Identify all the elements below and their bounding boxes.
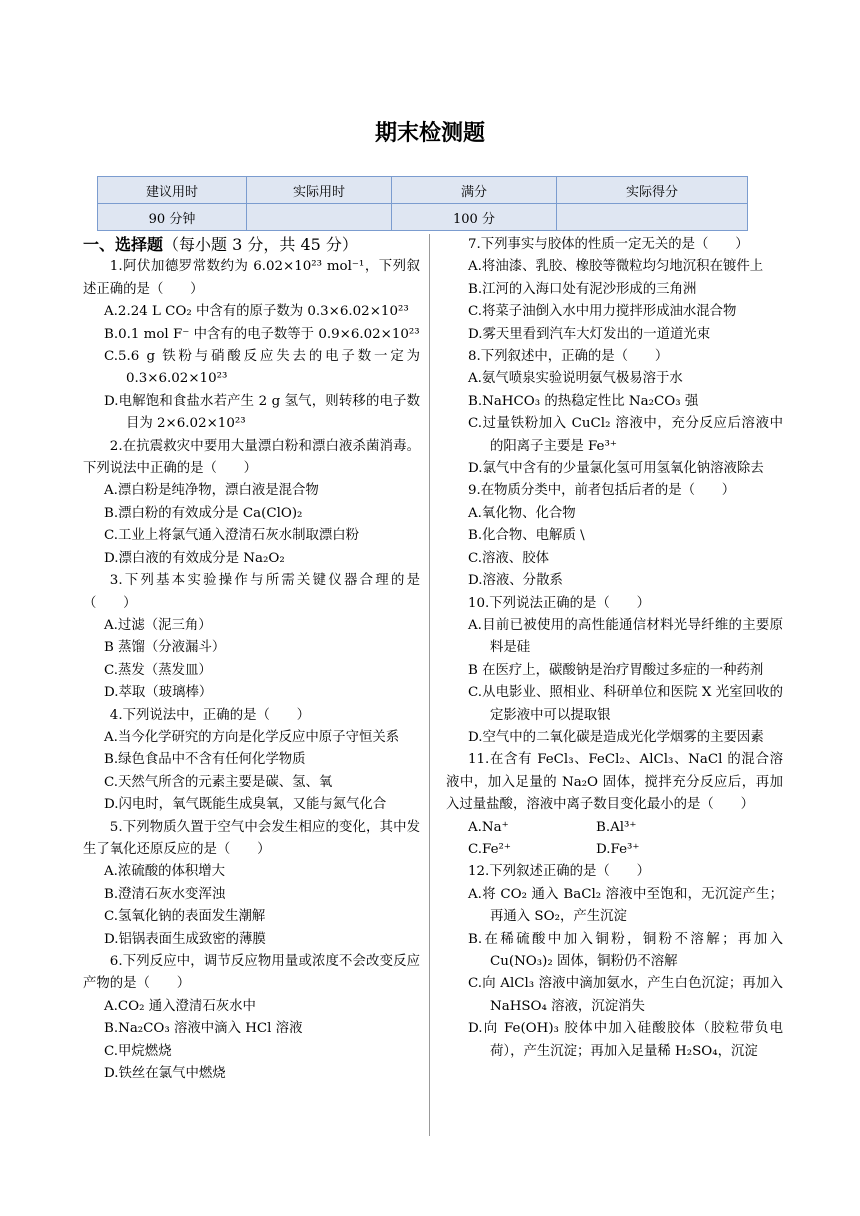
- answer-option: C.向 AlCl₃ 溶液中滴加氨水，产生白色沉淀；再加入 NaHSO₄ 溶液，沉淀消失: [468, 976, 783, 1014]
- table-header-row: [98, 177, 748, 204]
- question-stem: 3.下列基本实验操作与所需关键仪器合理的是（ ）: [83, 573, 420, 611]
- answer-option: D.铁丝在氯气中燃烧: [104, 1066, 226, 1082]
- page-title: 期末检测题: [374, 121, 485, 146]
- question-stem: 10.下列说法正确的是（ ）: [468, 595, 650, 611]
- option-pair: [446, 817, 783, 839]
- question-stem: 7.下列事实与胶体的性质一定无关的是（ ）: [468, 237, 749, 252]
- value-actual-time: [247, 204, 392, 231]
- answer-option: B.澄清石灰水变浑浊: [104, 886, 226, 902]
- answer-option: C.将菜子油倒入水中用力搅拌形成油水混合物: [468, 304, 737, 320]
- answer-option: A.浓硫酸的体积增大: [104, 864, 226, 880]
- header-suggested-time: 建议用时: [98, 177, 247, 204]
- answer-option: B 蒸馏（分液漏斗）: [104, 640, 226, 656]
- answer-option: A.将油漆、乳胶、橡胶等微粒均匀地沉积在镀件上: [468, 259, 764, 275]
- value-suggested-time: 90 分钟: [98, 204, 247, 231]
- answer-option: D.向 Fe(OH)₃ 胶体中加入硅酸胶体（胶粒带负电荷），产生沉淀；再加入足量稀 H₂SO₄，沉淀: [468, 1021, 783, 1059]
- answer-option: B.NaHCO₃ 的热稳定性比 Na₂CO₃ 强: [468, 393, 699, 409]
- answer-option: B.漂白粉的有效成分是 Ca(ClO)₂: [104, 505, 303, 521]
- answer-option: C.溶液、胶体: [468, 550, 549, 566]
- answer-option: C.过量铁粉加入 CuCl₂ 溶液中，充分反应后溶液中的阳离子主要是 Fe³⁺: [468, 416, 783, 454]
- question-stem: 5.下列物质久置于空气中会发生相应的变化，其中发生了氧化还原反应的是（ ）: [83, 819, 420, 857]
- answer-option: A.CO₂ 通入澄清石灰水中: [104, 998, 256, 1014]
- answer-option: C.氢氧化钠的表面发生潮解: [104, 909, 266, 925]
- right-column: [446, 234, 783, 1063]
- answer-option: C.甲烷燃烧: [104, 1043, 172, 1059]
- header-full-score: 满分: [392, 177, 557, 204]
- question-stem: 9.在物质分类中，前者包括后者的是（ ）: [468, 483, 736, 499]
- answer-option: A.2.24 L CO₂ 中含有的原子数为 0.3×6.02×10²³: [104, 304, 409, 320]
- answer-option: A.氧化物、化合物: [468, 505, 576, 521]
- answer-option: D.萃取（玻璃棒）: [104, 685, 213, 701]
- answer-option: C.工业上将氯气通入澄清石灰水制取漂白粉: [104, 528, 360, 544]
- answer-option: D.空气中的二氧化碳是造成光化学烟雾的主要因素: [468, 729, 764, 745]
- question-stem: 2.在抗震救灾中要用大量漂白粉和漂白液杀菌消毒。下列说法中正确的是（ ）: [83, 438, 420, 477]
- answer-option: A.当今化学研究的方向是化学反应中原子守恒关系: [104, 729, 400, 745]
- answer-option: D.雾天里看到汽车大灯发出的一道道光束: [468, 326, 711, 342]
- question-stem: 6.下列反应中，调节反应物用量或浓度不会改变反应产物的是（ ）: [83, 954, 420, 992]
- answer-option: D.电解饱和食盐水若产生 2 g 氢气，则转移的电子数目为 2×6.02×10²³: [104, 393, 420, 432]
- option-text: A.Na⁺: [468, 819, 509, 835]
- answer-option: D.铝锅表面生成致密的薄膜: [104, 931, 266, 947]
- answer-option: B 在医疗上，碳酸钠是治疗胃酸过多症的一种药剂: [468, 662, 764, 678]
- answer-option: C.5.6 g 铁粉与硝酸反应失去的电子数一定为 0.3×6.02×10²³: [104, 349, 420, 387]
- header-actual-time: 实际用时: [247, 177, 392, 204]
- question-stem: 8.下列叙述中，正确的是（ ）: [468, 349, 669, 365]
- question-stem: 11.在含有 FeCl₃、FeCl₂、AlCl₃、NaCl 的混合溶液中，加入足量的 Na₂O 固体，搅拌充分反应后，再加入过量盐酸，溶液中离子数目变化最小的是（ ）: [446, 752, 783, 813]
- answer-option: D.氯气中含有的少量氯化氢可用氢氧化钠溶液除去: [468, 461, 764, 477]
- value-full-score: 100 分: [392, 204, 557, 231]
- answer-option: B.绿色食品中不含有任何化学物质: [104, 752, 306, 768]
- table-value-row: [98, 204, 748, 231]
- answer-option: D.闪电时，氧气既能生成臭氧，又能与氮气化合: [104, 797, 387, 813]
- section-heading: [83, 234, 420, 256]
- section-note: （每小题 3 分，共 45 分）: [163, 235, 358, 254]
- section-title: 一、选择题: [83, 235, 164, 254]
- answer-option: A.氨气喷泉实验说明氨气极易溶于水: [468, 371, 683, 387]
- value-actual-score: [557, 204, 748, 231]
- answer-option: C.蒸发（蒸发皿）: [104, 662, 212, 678]
- answer-option: B.Na₂CO₃ 溶液中滴入 HCl 溶液: [104, 1021, 303, 1037]
- question-stem: 4.下列说法中，正确的是（ ）: [109, 707, 311, 723]
- answer-option: C.从电影业、照相业、科研单位和医院 X 光室回收的定影液中可以提取银: [468, 685, 783, 723]
- option-text: D.Fe³⁺: [596, 841, 640, 857]
- answer-option: A.目前已被使用的高性能通信材料光导纤维的主要原料是硅: [468, 617, 783, 656]
- option-pair: [446, 839, 783, 861]
- question-stem: 12.下列叙述正确的是（ ）: [468, 864, 650, 880]
- answer-option: D.漂白液的有效成分是 Na₂O₂: [104, 550, 285, 566]
- answer-option: B.0.1 mol F⁻ 中含有的电子数等于 0.9×6.02×10²³: [104, 326, 420, 342]
- answer-option: B.在稀硫酸中加入铜粉，铜粉不溶解；再加入 Cu(NO₃)₂ 固体，铜粉仍不溶解: [468, 931, 783, 969]
- answer-option: A.过滤（泥三角）: [104, 617, 212, 633]
- option-text: B.Al³⁺: [596, 819, 637, 835]
- answer-option: A.漂白粉是纯净物，漂白液是混合物: [104, 483, 319, 499]
- answer-option: A.将 CO₂ 通入 BaCl₂ 溶液中至饱和，无沉淀产生；再通入 SO₂，产生沉淀: [468, 886, 783, 925]
- answer-option: D.溶液、分散系: [468, 573, 563, 589]
- question-stem: 1.阿伏加德罗常数约为 6.02×10²³ mol⁻¹，下列叙述正确的是（ ）: [83, 259, 420, 297]
- left-column: [83, 234, 420, 1085]
- option-text: C.Fe²⁺: [468, 841, 511, 857]
- answer-option: B.化合物、电解质 \: [468, 528, 585, 544]
- answer-option: C.天然气所含的元素主要是碳、氢、氧: [104, 774, 333, 790]
- answer-option: B.江河的入海口处有泥沙形成的三角洲: [468, 281, 697, 297]
- header-actual-score: 实际得分: [557, 177, 748, 204]
- column-divider: [429, 234, 430, 1136]
- time-score-table: [97, 176, 748, 231]
